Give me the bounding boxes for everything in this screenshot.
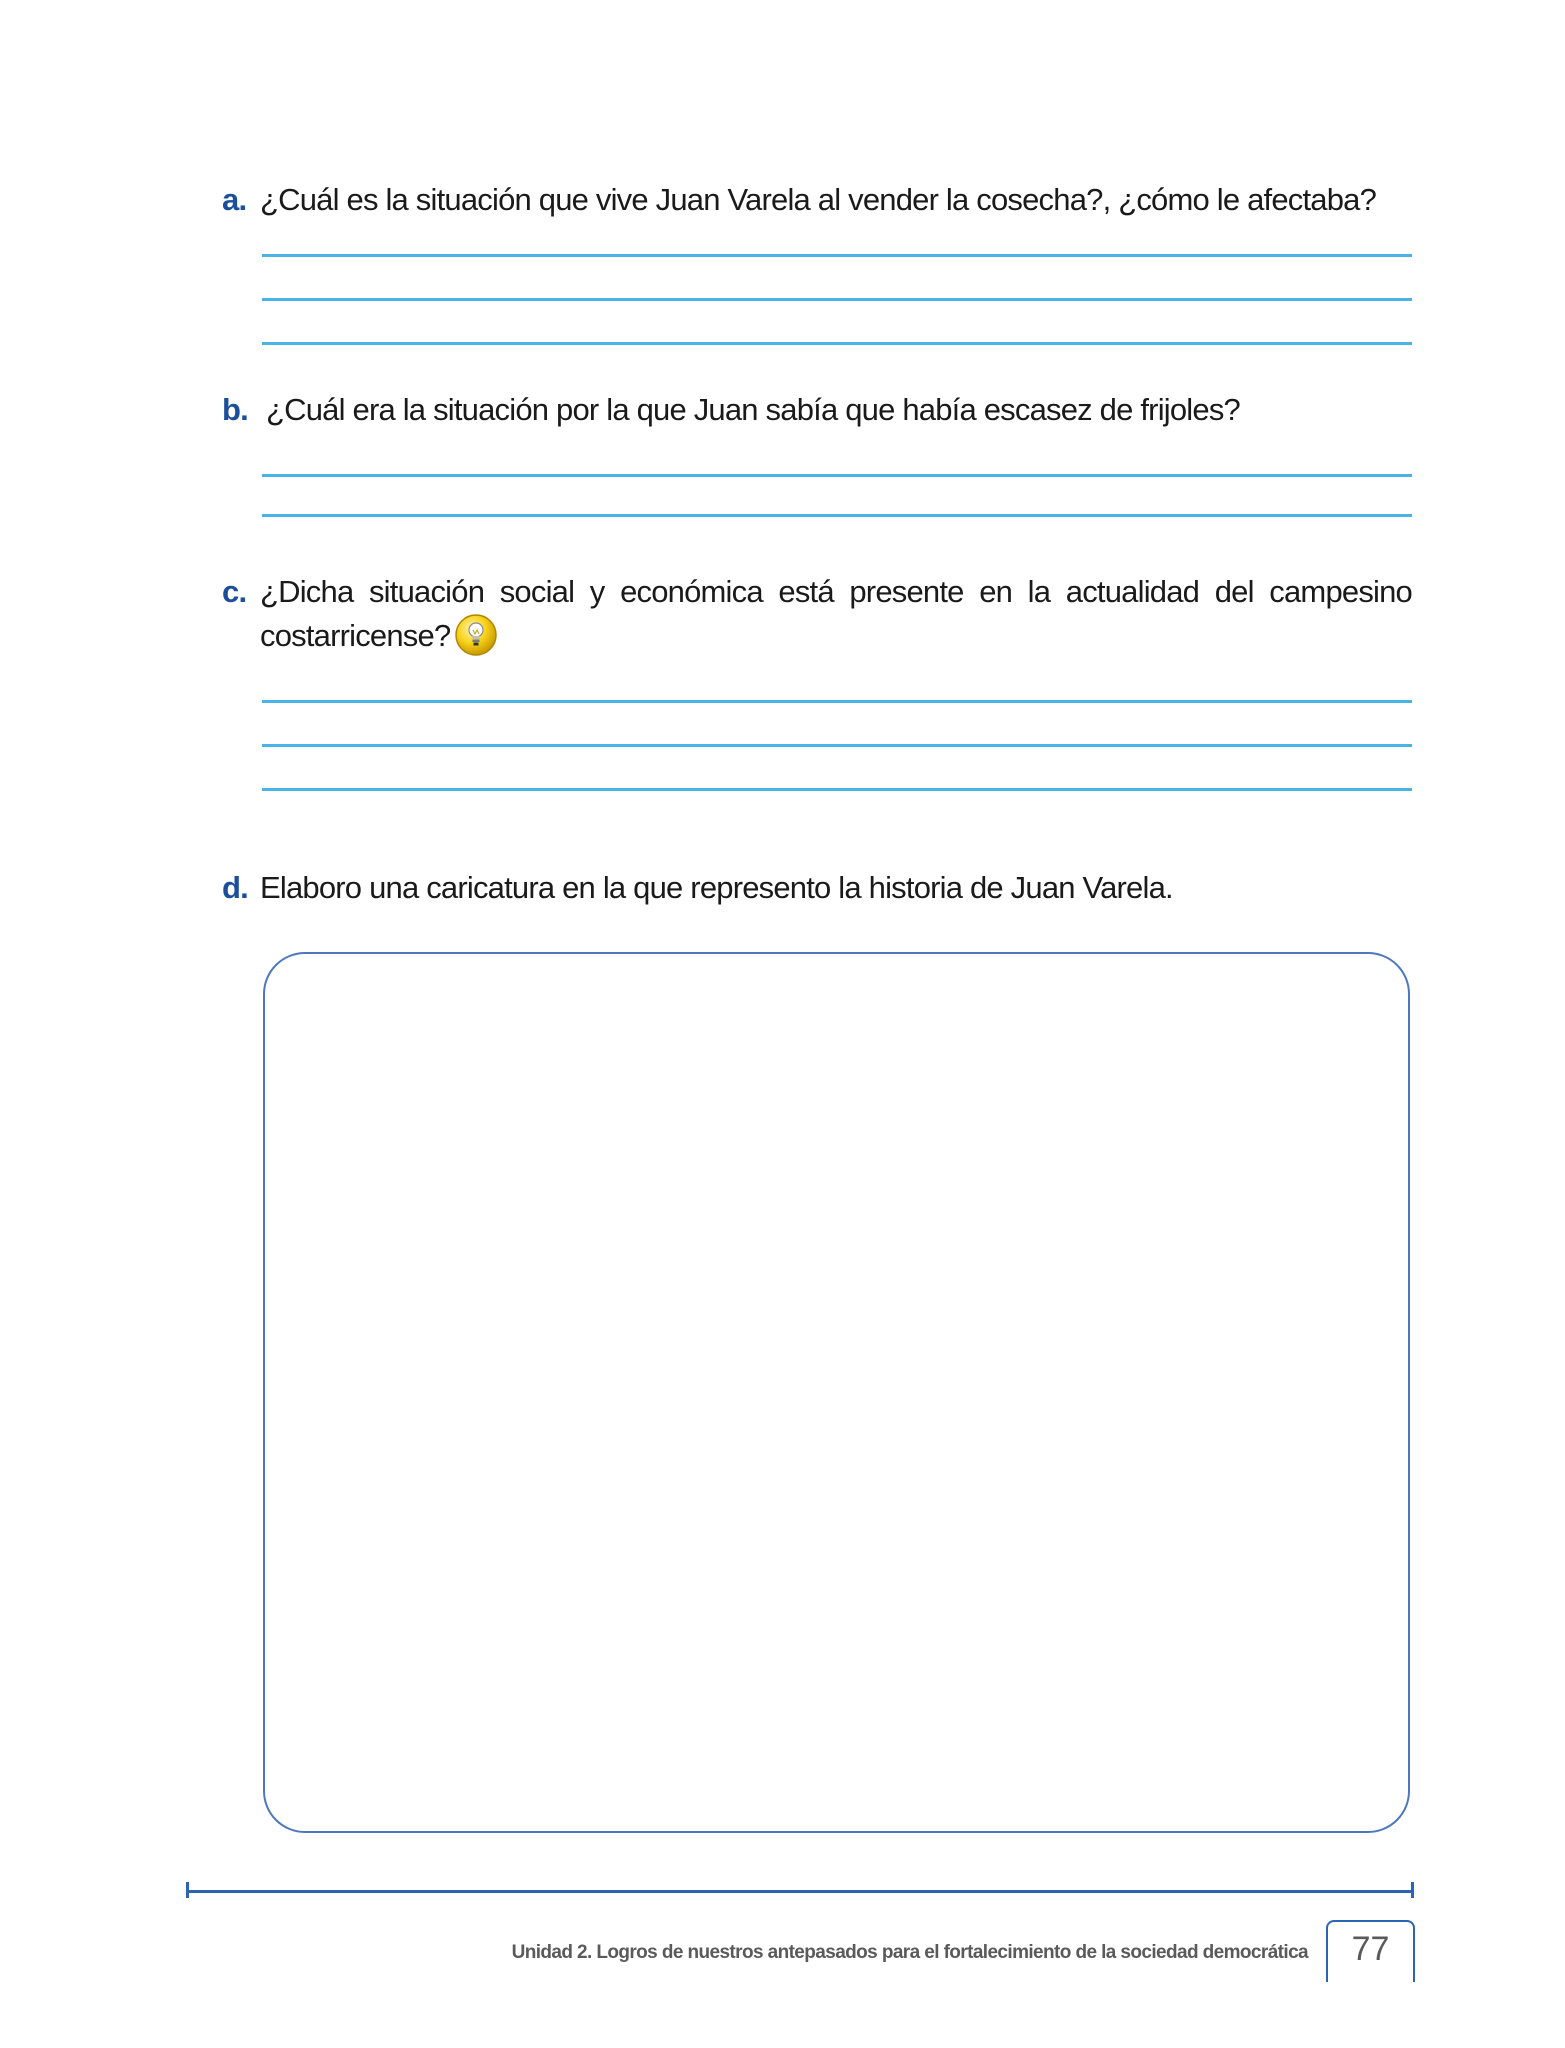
unit-title: Unidad 2. Logros de nuestros antepasados para el fortalecimiento de la sociedad democrática: [511, 1942, 1308, 1963]
question-d: [222, 866, 1412, 910]
page-number: 77: [1351, 1930, 1390, 1968]
answer-line[interactable]: [262, 474, 1412, 477]
answer-line[interactable]: [262, 700, 1412, 703]
question-c: [222, 570, 1412, 658]
answer-line[interactable]: [262, 298, 1412, 301]
footer-divider-cap-left: [186, 1882, 189, 1898]
answer-line[interactable]: [262, 342, 1412, 345]
footer-divider-cap-right: [1411, 1882, 1414, 1898]
caricature-drawing-box[interactable]: [263, 952, 1410, 1833]
question-a: [222, 178, 1412, 222]
question-letter: a.: [222, 182, 247, 217]
footer-divider: [186, 1890, 1414, 1893]
question-text: ¿Cuál es la situación que vive Juan Varela al vender la cosecha?, ¿cómo le afectaba?: [260, 182, 1377, 217]
lightbulb-icon: [454, 613, 498, 657]
answer-line[interactable]: [262, 788, 1412, 791]
answer-line[interactable]: [262, 514, 1412, 517]
question-text: Elaboro una caricatura en la que represento la historia de Juan Varela.: [260, 870, 1173, 905]
question-letter: d.: [222, 870, 248, 905]
answer-line[interactable]: [262, 744, 1412, 747]
question-text-content: ¿Dicha situación social y económica está presente en la actualidad del campesino costarricense?: [260, 574, 1412, 653]
question-letter: b.: [222, 392, 248, 427]
question-text: ¿Cuál era la situación por la que Juan sabía que había escasez de frijoles?: [266, 392, 1240, 427]
question-b: [222, 388, 1412, 432]
page-number-box: [1326, 1920, 1415, 1982]
question-text: [260, 570, 1412, 658]
question-letter: c.: [222, 574, 247, 609]
answer-line[interactable]: [262, 254, 1412, 257]
